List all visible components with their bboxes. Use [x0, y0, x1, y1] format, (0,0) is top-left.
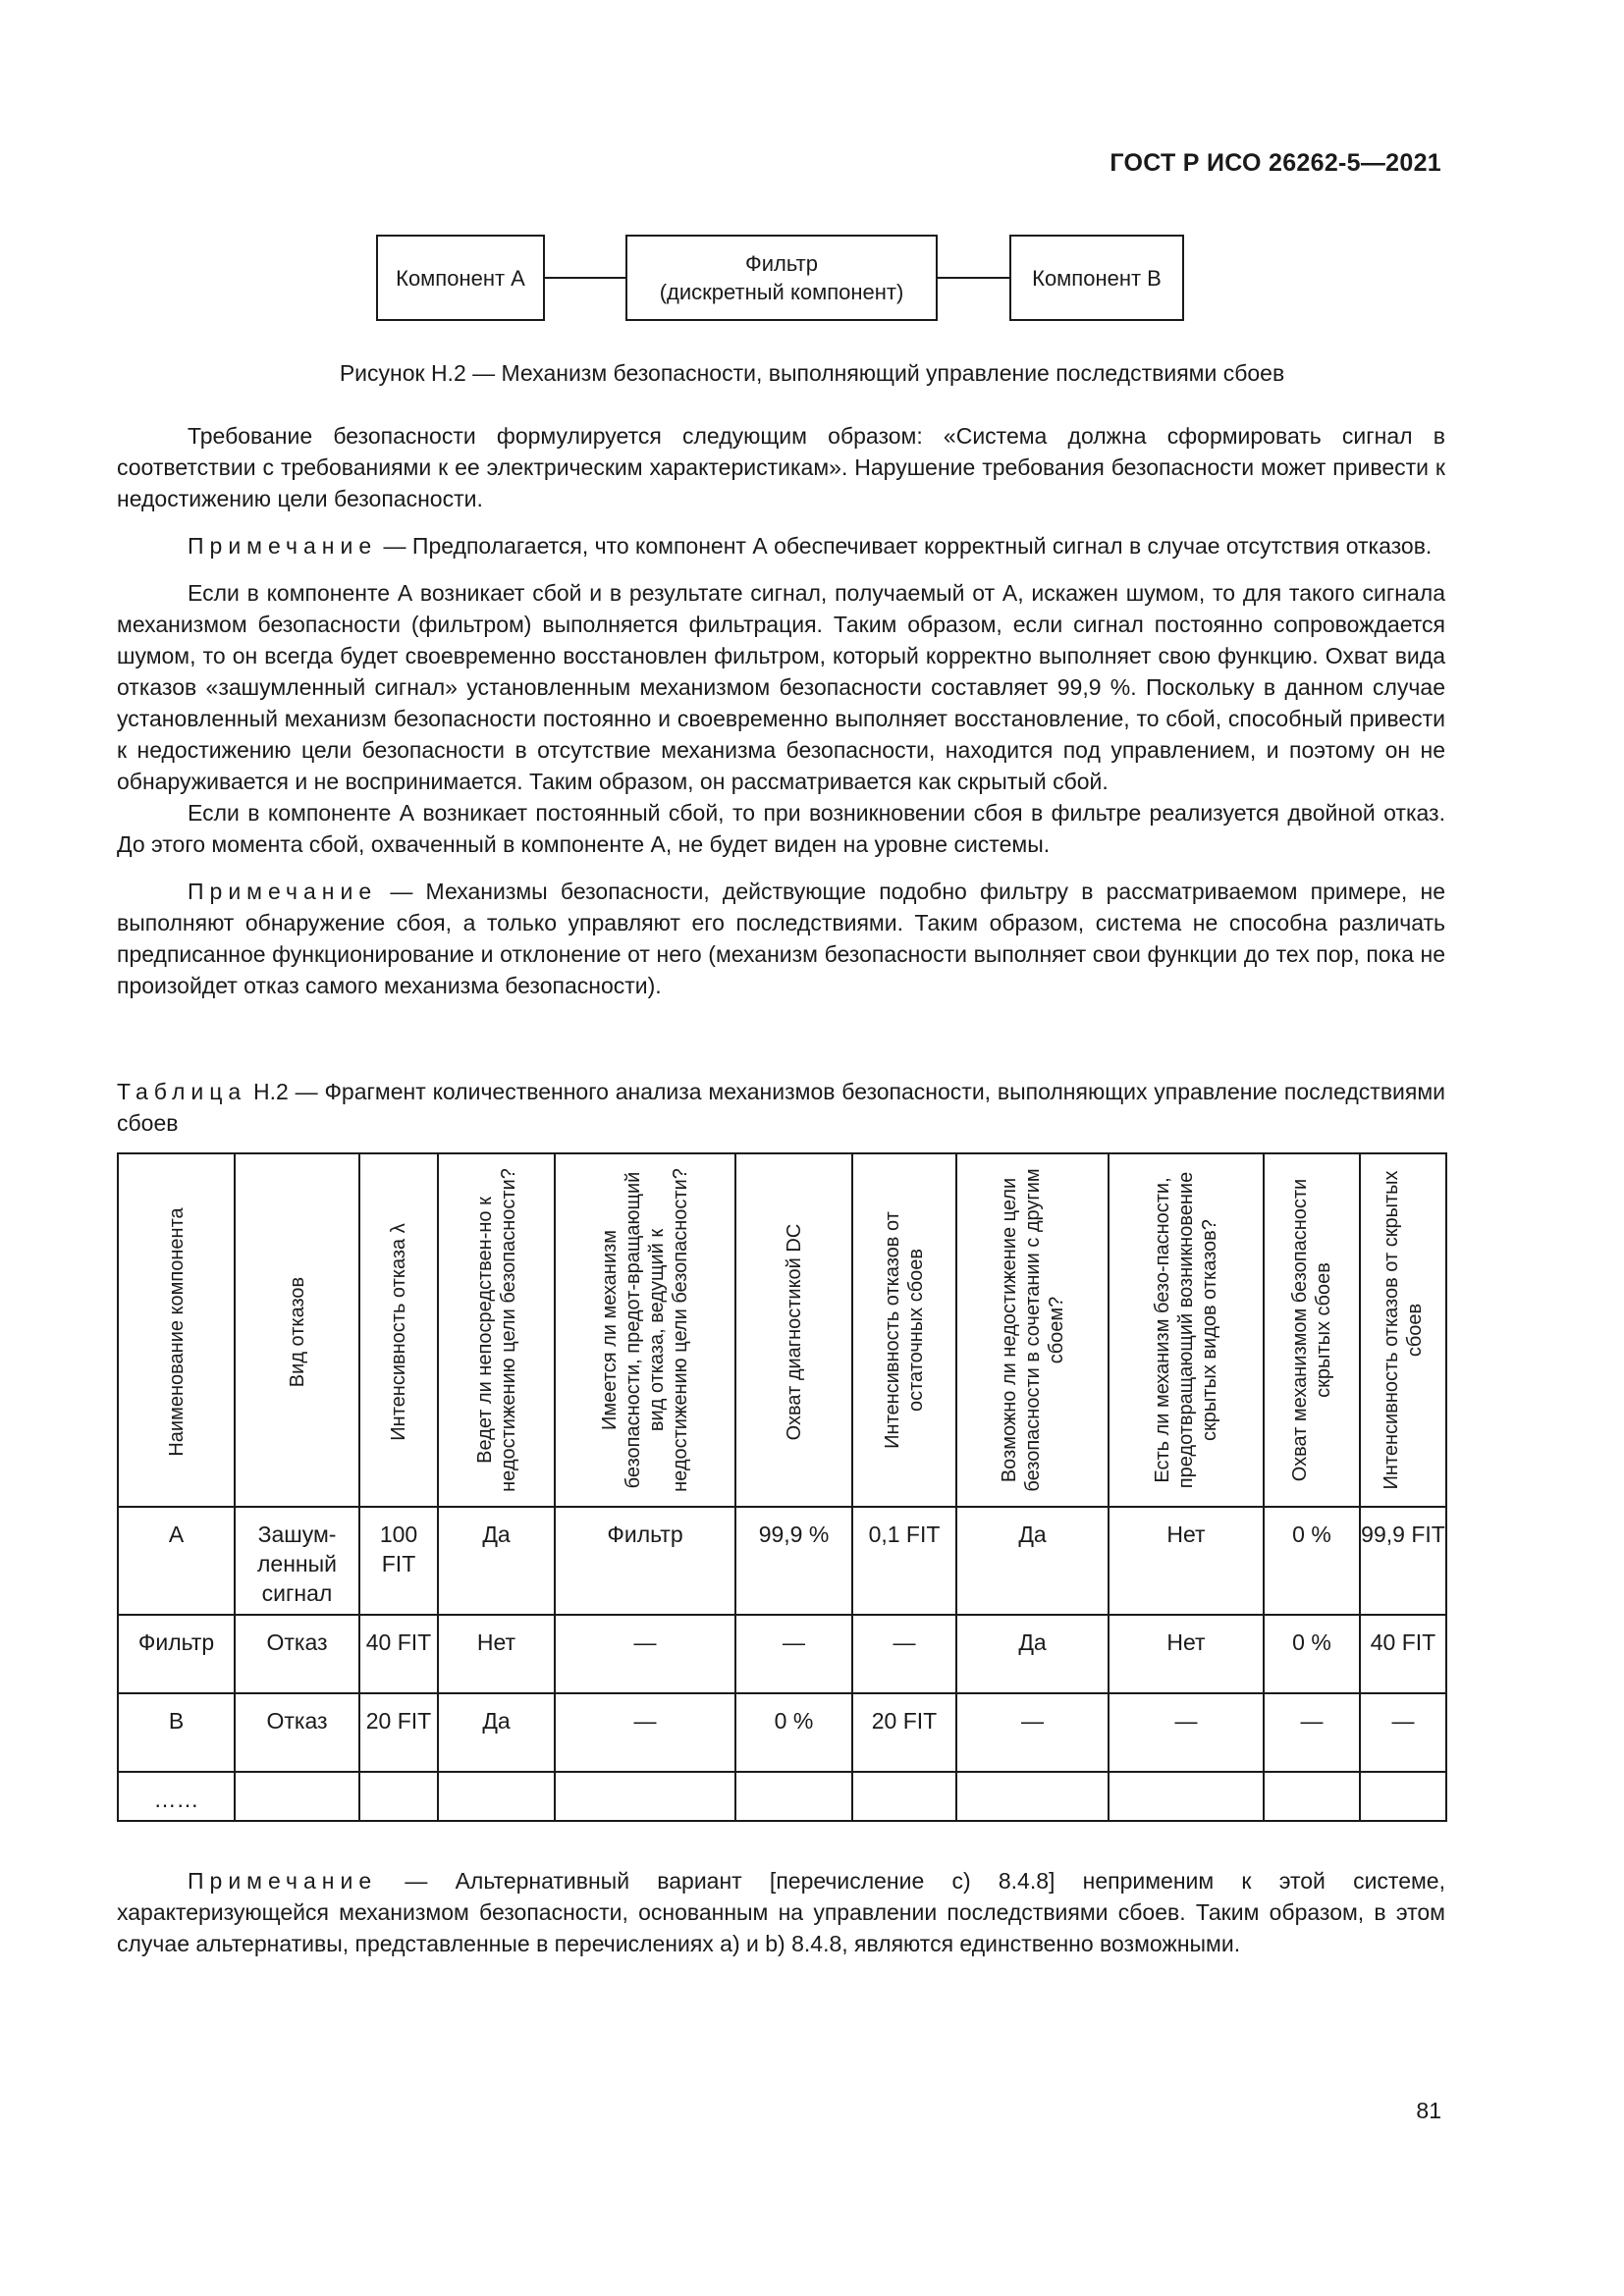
note-1 [117, 530, 1445, 561]
header-cell [735, 1153, 852, 1507]
header-cell [1360, 1153, 1446, 1507]
body-text-1 [117, 420, 1445, 1001]
header-text: Охват механизмом безопасности скрытых сбоев [1289, 1178, 1334, 1481]
table-cell: Зашум-ленный сигнал [235, 1507, 359, 1615]
header-cell [118, 1153, 235, 1507]
header-text: Интенсивность отказов от скрытых сбоев [1380, 1170, 1426, 1489]
table-cell: 40 FIT [1360, 1615, 1446, 1693]
table-cell: — [956, 1693, 1109, 1772]
filter-label [660, 249, 904, 306]
table-cell [555, 1772, 735, 1821]
table-row [118, 1507, 1446, 1615]
filter-box [625, 235, 938, 321]
table-cell: 99,9 % [735, 1507, 852, 1615]
table-cell: — [852, 1615, 956, 1693]
table-cell [359, 1772, 438, 1821]
table-cell: Отказ [235, 1693, 359, 1772]
table-cell: 20 FIT [359, 1693, 438, 1772]
table-cell [1360, 1772, 1446, 1821]
body-text-2 [117, 1865, 1445, 1959]
table-cell: 20 FIT [852, 1693, 956, 1772]
table-cell [735, 1772, 852, 1821]
figure-diagram [0, 0, 1624, 334]
paragraph-requirement: Требование безопасности формулируется следующим образом: «Система должна сформировать сигнал в соответствии с требованиями к ее электрическим характеристикам». Нарушение требования безопасности может привести к недостижению цели безопасности. [117, 423, 1445, 511]
table-cell: Отказ [235, 1615, 359, 1693]
note-2 [117, 876, 1445, 1001]
header-text: Возможно ли недостижение цели безопасности в сочетании с другим сбоем? [998, 1167, 1067, 1492]
table-cell: — [1264, 1693, 1360, 1772]
table-cell: Да [956, 1507, 1109, 1615]
header-cell [555, 1153, 735, 1507]
table-cell: В [118, 1693, 235, 1772]
header-text: Интенсивность отказов от остаточных сбоев [882, 1210, 927, 1449]
filter-label-line2: (дискретный компонент) [659, 280, 904, 304]
note-label: Примечание [188, 1868, 378, 1894]
header-text: Вид отказов [286, 1276, 308, 1388]
note-3-text: — Альтернативный вариант [перечисление с) 8.4.8] неприменим к этой системе, характеризующейся механизмом безопасности, основанным на управлении последствиями сбоев. Таким образом, в этом случае альтернативы, представленные в перечислениях а) и b) 8.4.8, являются единственно возможными. [117, 1868, 1445, 1956]
header-text: Имеется ли механизм безопасности, предот-вращающий вид отказа, ведущий к недостижению цели безопасности? [599, 1167, 691, 1492]
table-cell: Нет [1109, 1615, 1264, 1693]
table-cell [1109, 1772, 1264, 1821]
table-cell: 0 % [1264, 1507, 1360, 1615]
table-cell [852, 1772, 956, 1821]
table-cell [438, 1772, 555, 1821]
header-cell [235, 1153, 359, 1507]
note-label: Примечание [188, 879, 378, 904]
table-cell: — [1109, 1693, 1264, 1772]
table-cell: 0 % [1264, 1615, 1360, 1693]
connector-filter-b [938, 277, 1009, 279]
connector-a-filter [545, 277, 625, 279]
table-cell: — [1360, 1693, 1446, 1772]
note-1-text: — Предполагается, что компонент А обеспечивает корректный сигнал в случае отсутствия отказов. [377, 533, 1433, 559]
table-row [118, 1693, 1446, 1772]
table-header-row [118, 1153, 1446, 1507]
table-cell: 100 FIT [359, 1507, 438, 1615]
component-a-box [376, 235, 545, 321]
safety-analysis-table [117, 1152, 1447, 1822]
document-code: ГОСТ Р ИСО 26262-5—2021 [1110, 149, 1441, 177]
header-cell [438, 1153, 555, 1507]
header-cell [1264, 1153, 1360, 1507]
table-caption [117, 1076, 1445, 1139]
table-cell [235, 1772, 359, 1821]
header-cell [852, 1153, 956, 1507]
table-cell: А [118, 1507, 235, 1615]
table-cell: Да [438, 1693, 555, 1772]
header-text: Наименование компонента [165, 1207, 188, 1457]
paragraph-fault-noise: Если в компоненте А возникает сбой и в результате сигнал, получаемый от А, искажен шумом, то для такого сигнала механизмом безопасности (фильтром) выполняется фильтрация. Таким образом, если сигнал постоянно сопровождается шумом, то он всегда будет своевременно восстановлен фильтром, который корректно выполняет свою функцию. Охват вида отказов «зашумленный сигнал» установленным механизмом безопасности составляет 99,9 %. Поскольку в данном случае установленный механизм безопасности постоянно и своевременно выполняет восстановление, то сбой, способный привести к недостижению цели безопасности в отсутствие механизма безопасности, находится под управлением, и поэтому он не обнаруживается и не воспринимается. Таким образом, он рассматривается как скрытый сбой. [117, 580, 1445, 794]
table-cell: Фильтр [118, 1615, 235, 1693]
table-cell: Да [438, 1507, 555, 1615]
header-cell [956, 1153, 1109, 1507]
table-cell: …… [118, 1772, 235, 1821]
note-3 [117, 1865, 1445, 1959]
table-cell: 40 FIT [359, 1615, 438, 1693]
header-cell [1109, 1153, 1264, 1507]
table-cell: Да [956, 1615, 1109, 1693]
paragraph-permanent-fault: Если в компоненте А возникает постоянный сбой, то при возникновении сбоя в фильтре реализуется двойной отказ. До этого момента сбой, охваченный в компоненте А, не будет виден на уровне системы. [117, 800, 1445, 857]
table-cell [956, 1772, 1109, 1821]
table-row [118, 1615, 1446, 1693]
table-cell: — [555, 1615, 735, 1693]
table-row [118, 1772, 1446, 1821]
component-b-label: Компонент В [1032, 265, 1162, 291]
header-text: Есть ли механизм безо-пасности, предотвращающий возникновение скрытых видов отказов? [1152, 1171, 1220, 1488]
header-text: Интенсивность отказа λ [388, 1223, 409, 1441]
header-text: Ведет ли непосредствен-но к недостижению цели безопасности? [473, 1167, 519, 1492]
table-cell: Нет [1109, 1507, 1264, 1615]
component-b-box [1009, 235, 1184, 321]
header-text: Охват диагностикой DC [783, 1223, 805, 1441]
filter-label-line1: Фильтр [745, 251, 818, 276]
table-cell: 99,9 FIT [1360, 1507, 1446, 1615]
table-cell: Фильтр [555, 1507, 735, 1615]
note-label: Примечание [188, 533, 378, 559]
table-cell [1264, 1772, 1360, 1821]
note-2-text: — Механизмы безопасности, действующие подобно фильтру в рассматриваемом примере, не выполняют обнаружение сбоя, а только управляют его последствиями. Таким образом, система не способна различать предписанное функционирование и отклонение от него (механизм безопасности выполняет свои функции до тех пор, пока не произойдет отказ самого механизма безопасности). [117, 879, 1445, 998]
table-caption-label: Таблица [117, 1079, 247, 1104]
header-cell [359, 1153, 438, 1507]
table-caption-text: Н.2 — Фрагмент количественного анализа механизмов безопасности, выполняющих управление последствиями сбоев [117, 1079, 1445, 1136]
table-cell: — [735, 1615, 852, 1693]
table-cell: — [555, 1693, 735, 1772]
table-cell: 0 % [735, 1693, 852, 1772]
table-cell: 0,1 FIT [852, 1507, 956, 1615]
component-a-label: Компонент А [396, 265, 525, 291]
page-number: 81 [1416, 2098, 1441, 2123]
figure-caption: Рисунок Н.2 — Механизм безопасности, выполняющий управление последствиями сбоев [339, 360, 1285, 386]
table-cell: Нет [438, 1615, 555, 1693]
